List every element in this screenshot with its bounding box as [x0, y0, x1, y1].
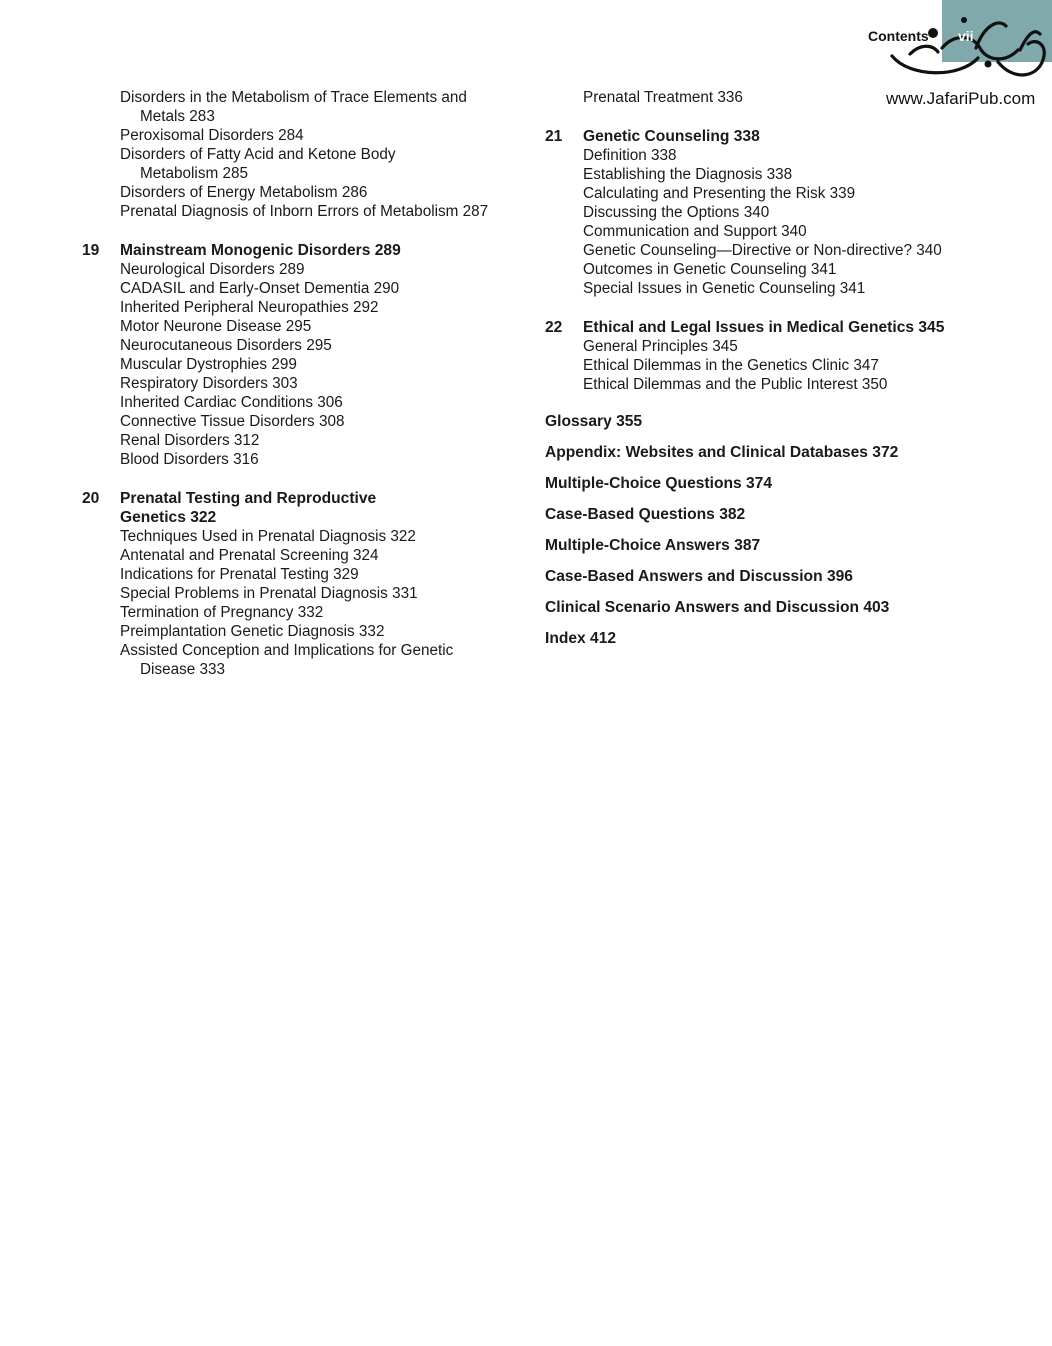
- toc-entry: Genetic Counseling—Directive or Non-directive? 340: [583, 242, 942, 259]
- toc-entry: Inherited Peripheral Neuropathies 292: [120, 299, 379, 316]
- toc-entry-continuation: Disease 333: [140, 661, 226, 678]
- toc-entry: Preimplantation Genetic Diagnosis 332: [120, 623, 385, 640]
- toc-entry: Connective Tissue Disorders 308: [120, 413, 345, 430]
- back-matter-entry: Clinical Scenario Answers and Discussion 403: [545, 599, 890, 616]
- toc-right-column: [545, 88, 985, 648]
- chapter-title: Mainstream Monogenic Disorders 289: [120, 242, 401, 259]
- toc-entry: Communication and Support 340: [583, 223, 807, 240]
- chapter-title: Ethical and Legal Issues in Medical Genetics 345: [583, 319, 945, 336]
- toc-entry: CADASIL and Early-Onset Dementia 290: [120, 280, 400, 297]
- back-matter-entry: Case-Based Answers and Discussion 396: [545, 568, 853, 585]
- toc-entry: Disorders of Energy Metabolism 286: [120, 184, 368, 201]
- toc-entry: Peroxisomal Disorders 284: [120, 127, 304, 144]
- toc-entry: Calculating and Presenting the Risk 339: [583, 185, 856, 202]
- toc-left-column: [82, 88, 522, 679]
- chapter-heading-19: [82, 241, 522, 260]
- toc-entry: Special Issues in Genetic Counseling 341: [583, 280, 866, 297]
- watermark-url: www.JafariPub.com: [886, 89, 1036, 108]
- chapter-heading-20-line2: [82, 508, 522, 527]
- chapter-heading-20: [82, 489, 522, 508]
- back-matter-entry: Glossary 355: [545, 413, 643, 430]
- toc-entry: Ethical Dilemmas in the Genetics Clinic 347: [583, 357, 879, 374]
- toc-entry: Termination of Pregnancy 332: [120, 604, 324, 621]
- toc-entry: General Principles 345: [583, 338, 738, 355]
- toc-entry: Indications for Prenatal Testing 329: [120, 566, 359, 583]
- chapter-title: Genetic Counseling 338: [583, 128, 760, 145]
- toc-entry: Outcomes in Genetic Counseling 341: [583, 261, 837, 278]
- back-matter-entry: Multiple-Choice Questions 374: [545, 475, 773, 492]
- chapter-number: 22: [545, 319, 563, 336]
- toc-entry: Discussing the Options 340: [583, 204, 770, 221]
- toc-entry: Prenatal Diagnosis of Inborn Errors of Metabolism 287: [120, 203, 489, 220]
- back-matter-entry: Case-Based Questions 382: [545, 506, 746, 523]
- toc-entry: Assisted Conception and Implications for Genetic: [120, 642, 454, 659]
- chapter-title-continuation: Genetics 322: [120, 509, 217, 526]
- jafaripub-logo-icon: [880, 4, 1048, 88]
- toc-entry: Disorders of Fatty Acid and Ketone Body: [120, 146, 396, 163]
- toc-entry: Renal Disorders 312: [120, 432, 260, 449]
- toc-entry: Inherited Cardiac Conditions 306: [120, 394, 343, 411]
- chapter-number: 20: [82, 490, 100, 507]
- toc-entry: Techniques Used in Prenatal Diagnosis 322: [120, 528, 416, 545]
- chapter-heading-21: [545, 127, 985, 146]
- back-matter-entry: Multiple-Choice Answers 387: [545, 537, 761, 554]
- toc-entry: Ethical Dilemmas and the Public Interest 350: [583, 376, 888, 393]
- toc-entry: Neurocutaneous Disorders 295: [120, 337, 332, 354]
- toc-entry: Muscular Dystrophies 299: [120, 356, 297, 373]
- toc-entry: Establishing the Diagnosis 338: [583, 166, 793, 183]
- back-matter-entry: Index 412: [545, 630, 617, 647]
- toc-entry-continuation: Metabolism 285: [140, 165, 248, 182]
- chapter-number: 19: [82, 242, 100, 259]
- toc-entry: Antenatal and Prenatal Screening 324: [120, 547, 379, 564]
- toc-entry: Motor Neurone Disease 295: [120, 318, 312, 335]
- back-matter-entry: Appendix: Websites and Clinical Databases 372: [545, 444, 899, 461]
- toc-entry: Prenatal Treatment 336: [583, 89, 743, 106]
- chapter-title: Prenatal Testing and Reproductive: [120, 490, 377, 507]
- chapter-heading-22: [545, 318, 985, 337]
- toc-entry: Disorders in the Metabolism of Trace Elements and: [120, 89, 467, 106]
- page-number: vii: [958, 28, 974, 44]
- toc-entry: Special Problems in Prenatal Diagnosis 331: [120, 585, 418, 602]
- toc-entry-continuation: Metals 283: [140, 108, 215, 125]
- chapter-number: 21: [545, 128, 563, 145]
- toc-entry: Respiratory Disorders 303: [120, 375, 298, 392]
- contents-label: Contents: [868, 28, 929, 44]
- toc-entry: Definition 338: [583, 147, 677, 164]
- toc-entry: Neurological Disorders 289: [120, 261, 305, 278]
- toc-entry: Blood Disorders 316: [120, 451, 259, 468]
